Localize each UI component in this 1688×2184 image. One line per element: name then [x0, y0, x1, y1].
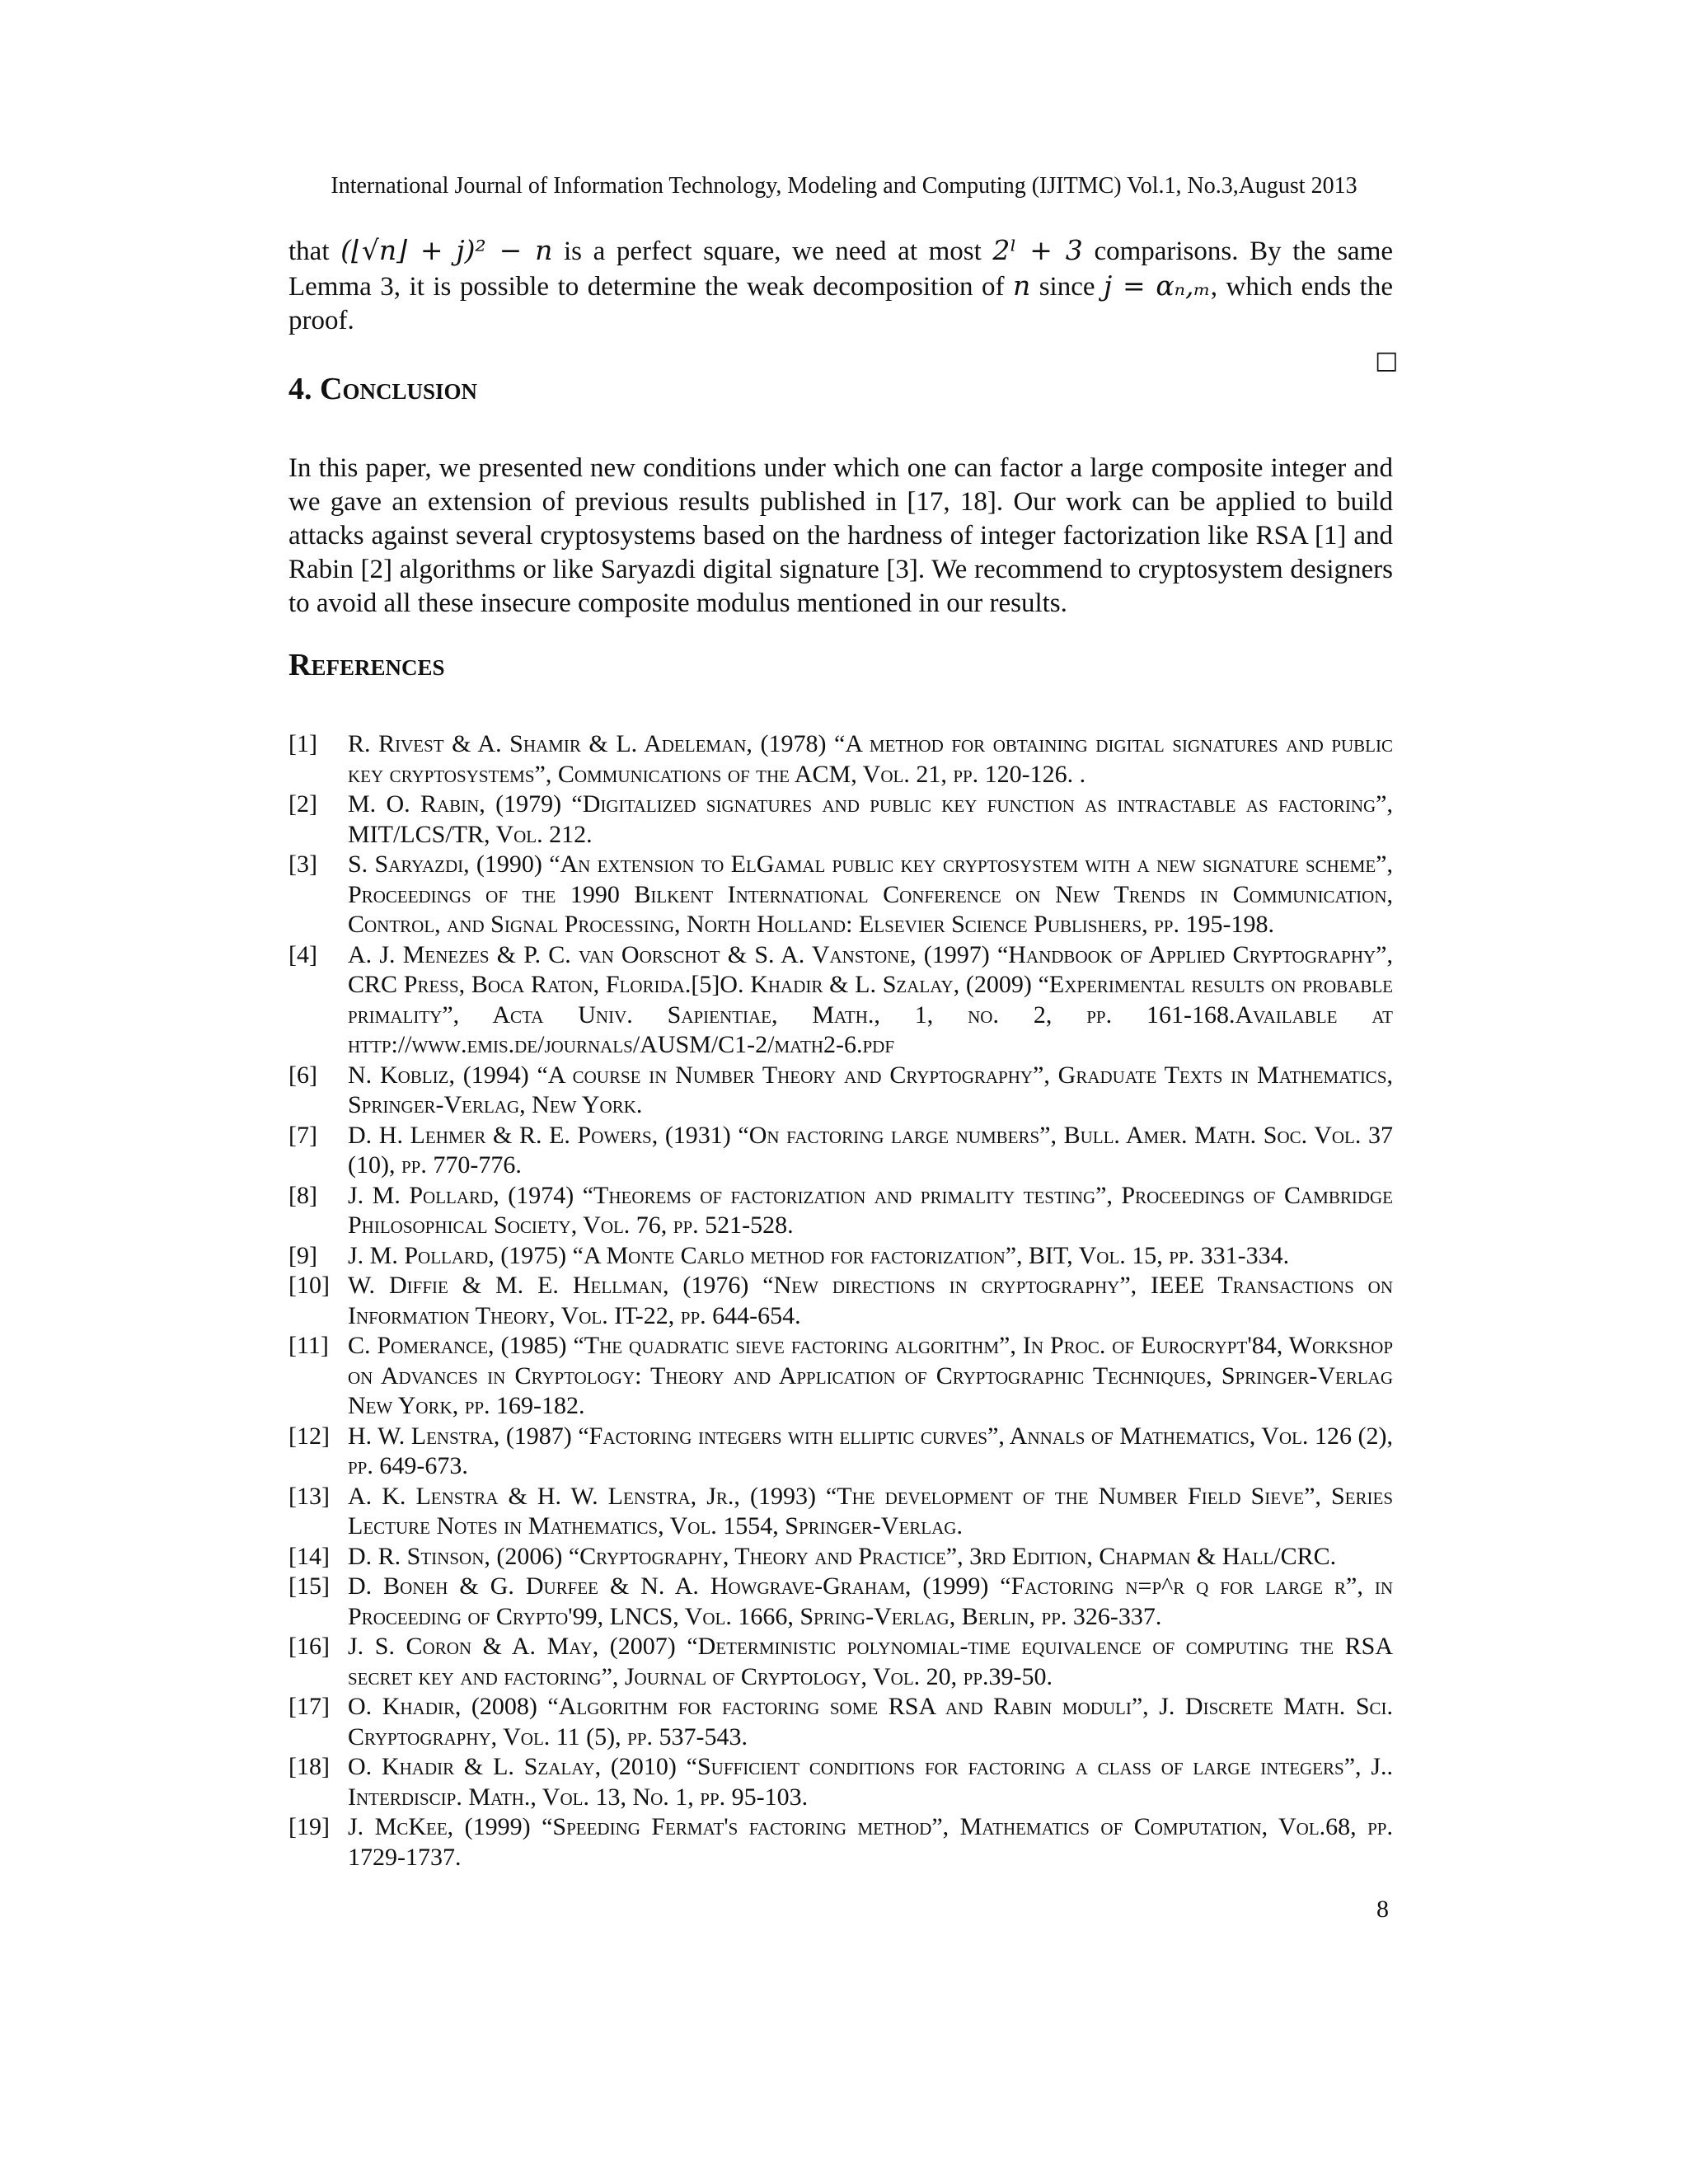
reference-number: [3]: [288, 851, 317, 878]
reference-number: [18]: [288, 1753, 330, 1780]
reference-text: J. M. Pollard, (1975) “A Monte Carlo method for factorization”, BIT, Vol. 15, pp. 331-334.: [348, 1241, 1290, 1269]
reference-number: [2]: [288, 790, 317, 818]
reference-text: D. Boneh & G. Durfee & N. A. Howgrave-Graham, (1999) “Factoring n=p^r q for large r”, in Proceeding of Crypto'99, LNCS, Vol. 1666, Spring-Verlag, Berlin, pp. 326-337.: [348, 1572, 1393, 1630]
reference-item: [288, 850, 1393, 940]
reference-number: [11]: [288, 1332, 329, 1359]
reference-number: [12]: [288, 1422, 330, 1450]
reference-item: [288, 1692, 1393, 1752]
proof-math-2: 2ˡ + 3: [992, 234, 1083, 266]
reference-number: [17]: [288, 1693, 330, 1720]
proof-paragraph: [288, 233, 1393, 338]
reference-number: [8]: [288, 1181, 317, 1209]
reference-text: D. R. Stinson, (2006) “Cryptography, Theory and Practice”, 3rd Edition, Chapman & Hall/CRC.: [348, 1542, 1337, 1570]
reference-number: [14]: [288, 1542, 330, 1570]
conclusion-title: Conclusion: [320, 372, 477, 406]
reference-item: [288, 1572, 1393, 1632]
reference-item: [288, 1422, 1393, 1482]
reference-number: [16]: [288, 1633, 330, 1660]
reference-item: [288, 1271, 1393, 1331]
reference-item: [288, 1482, 1393, 1542]
reference-text: R. Rivest & A. Shamir & L. Adeleman, (1978) “A method for obtaining digital signatures and public key cryptosystems”, Communications of the ACM, Vol. 21, pp. 120-126. .: [348, 730, 1393, 788]
reference-item: [288, 1632, 1393, 1692]
reference-item: [288, 1061, 1393, 1121]
proof-math-3: n: [1012, 269, 1031, 302]
reference-item: [288, 1752, 1393, 1812]
reference-text: C. Pomerance, (1985) “The quadratic sieve factoring algorithm”, In Proc. of Eurocrypt'84, Workshop on Advances in Cryptology: Theory and Application of Cryptographic Techniques, Springer-Verlag New York, pp. 169-182.: [348, 1332, 1393, 1419]
reference-number: [10]: [288, 1272, 330, 1299]
reference-text: M. O. Rabin, (1979) “Digitalized signatures and public key function as intractable as factoring”, MIT/LCS/TR, Vol. 212.: [348, 790, 1393, 848]
reference-text: O. Khadir, (2008) “Algorithm for factoring some RSA and Rabin moduli”, J. Discrete Math. Sci. Cryptography, Vol. 11 (5), pp. 537-543.: [348, 1693, 1393, 1750]
references-heading: [288, 647, 444, 683]
reference-number: [13]: [288, 1482, 330, 1510]
reference-text: S. Saryazdi, (1990) “An extension to ElGamal public key cryptosystem with a new signature scheme”, Proceedings of the 1990 Bilkent International Conference on New Trends in Communication, Control, and Signal Processing, North Holland: Elsevier Science Publishers, pp. 195-198.: [348, 851, 1393, 938]
reference-item: [288, 1331, 1393, 1422]
reference-item: [288, 1241, 1393, 1272]
reference-text: D. H. Lehmer & R. E. Powers, (1931) “On factoring large numbers”, Bull. Amer. Math. Soc. Vol. 37 (10), pp. 770-776.: [348, 1121, 1393, 1179]
reference-text: J. M. Pollard, (1974) “Theorems of factorization and primality testing”, Proceedings of Cambridge Philosophical Society, Vol. 76, pp. 521-528.: [348, 1181, 1393, 1239]
reference-text: A. J. Menezes & P. C. van Oorschot & S. A. Vanstone, (1997) “Handbook of Applied Cryptography”, CRC Press, Boca Raton, Florida.[5]O. Khadir & L. Szalay, (2009) “Experimental results on probable primality”, Acta Univ. Sapientiae, Math., 1, no. 2, pp. 161-168.Available at http://www.emis.de/journals/AUSM/C1-2/math2-6.pdf: [348, 940, 1393, 1058]
proof-math-4: j = αₙ,ₘ: [1104, 269, 1211, 302]
conclusion-heading: [288, 371, 477, 407]
references-title: References: [288, 648, 445, 682]
reference-number: [6]: [288, 1061, 317, 1089]
reference-text: J. McKee, (1999) “Speeding Fermat's factoring method”, Mathematics of Computation, Vol.68, pp. 1729-1737.: [348, 1813, 1393, 1871]
reference-item: [288, 1181, 1393, 1241]
reference-item: [288, 790, 1393, 850]
reference-text: N. Kobliz, (1994) “A course in Number Theory and Cryptography”, Graduate Texts in Mathematics, Springer-Verlag, New York.: [348, 1061, 1393, 1118]
proof-text-1: that: [288, 237, 341, 266]
reference-number: [15]: [288, 1572, 330, 1600]
reference-text: W. Diffie & M. E. Hellman, (1976) “New directions in cryptography”, IEEE Transactions on Information Theory, Vol. IT-22, pp. 644-654.: [348, 1272, 1393, 1329]
reference-number: [19]: [288, 1813, 330, 1840]
qed-symbol: □: [1375, 346, 1399, 375]
proof-text-3: comparisons. By the same Lemma 3, it is possible to determine the weak decomposition of: [288, 237, 1394, 302]
reference-list: [288, 729, 1393, 1872]
reference-text: A. K. Lenstra & H. W. Lenstra, Jr., (1993) “The development of the Number Field Sieve”, Series Lecture Notes in Mathematics, Vol. 1554, Springer-Verlag.: [348, 1482, 1393, 1540]
reference-item: [288, 1121, 1393, 1181]
reference-item: [288, 1812, 1393, 1872]
reference-number: [4]: [288, 940, 317, 968]
reference-number: [7]: [288, 1121, 317, 1149]
reference-item: [288, 940, 1393, 1061]
conclusion-number: 4.: [288, 372, 312, 406]
reference-number: [1]: [288, 730, 317, 757]
proof-text-2: is a perfect square, we need at most: [552, 237, 993, 266]
reference-text: J. S. Coron & A. May, (2007) “Deterministic polynomial-time equivalence of computing the RSA secret key and factoring”, Journal of Cryptology, Vol. 20, pp.39-50.: [348, 1633, 1393, 1690]
reference-item: [288, 1542, 1393, 1572]
page-number: 8: [1376, 1896, 1389, 1923]
proof-math-1: (⌊√n⌋ + j)² − n: [340, 234, 553, 266]
reference-item: [288, 729, 1393, 790]
running-header: International Journal of Information Technology, Modeling and Computing (IJITMC) Vol.1, No.3,August 2013: [331, 173, 1357, 199]
reference-text: H. W. Lenstra, (1987) “Factoring integers with elliptic curves”, Annals of Mathematics, Vol. 126 (2), pp. 649-673.: [348, 1422, 1393, 1479]
reference-text: O. Khadir & L. Szalay, (2010) “Sufficient conditions for factoring a class of large integers”, J.. Interdiscip. Math., Vol. 13, No. 1, pp. 95-103.: [348, 1753, 1393, 1811]
proof-text-5: , which ends the proof.: [288, 272, 1393, 335]
proof-text-4: since: [1030, 272, 1104, 302]
conclusion-paragraph: In this paper, we presented new conditions under which one can factor a large composite integer and we gave an extension of previous results published in [17, 18]. Our work can be applied to build attacks against several cryptosystems based on the hardness of integer factorization like RSA [1] and Rabin [2] algorithms or like Saryazdi digital signature [3]. We recommend to cryptosystem designers to avoid all these insecure composite modulus mentioned in our results.: [288, 453, 1393, 618]
reference-number: [9]: [288, 1241, 317, 1269]
